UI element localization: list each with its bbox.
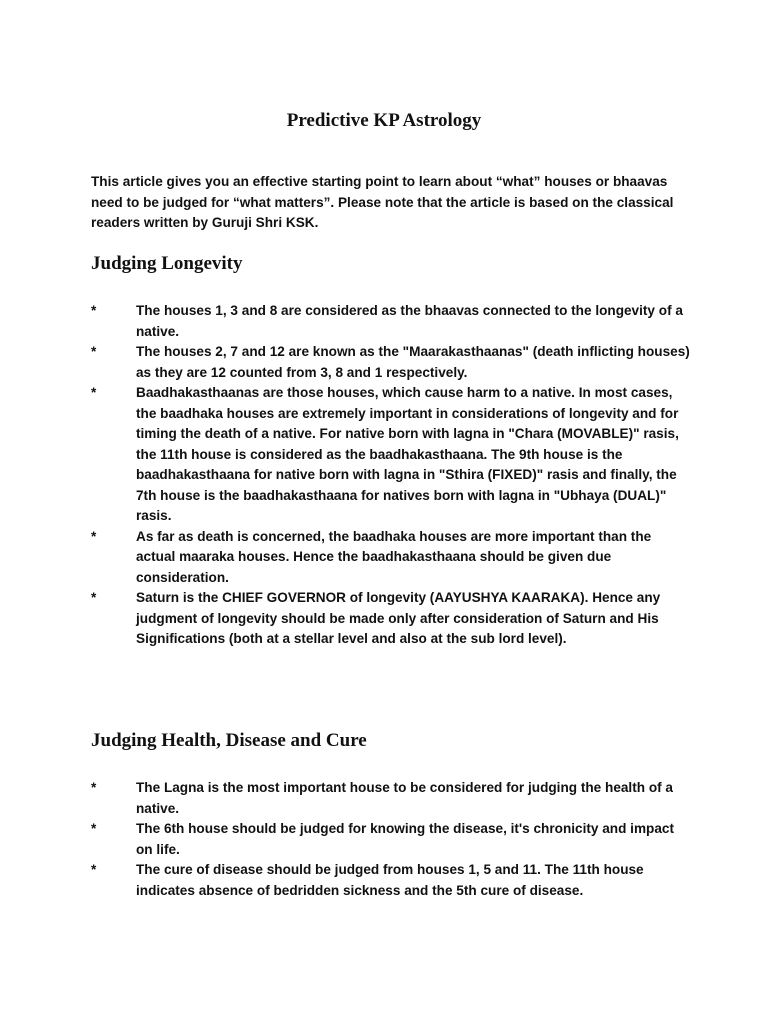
- bullet-asterisk: *: [91, 590, 97, 605]
- list-item-text: Saturn is the CHIEF GOVERNOR of longevity (AAYUSHYA KAARAKA). Hence any judgment of longevity should be made only after consideration of Saturn and His Significations (both at a stellar level and also at the sub lord level).: [136, 590, 661, 646]
- intro-paragraph: This article gives you an effective starting point to learn about “what” houses or bhaavas need to be judged for “what matters”. Please note that the article is based on the classical readers written by Guruji Shri KSK.: [91, 174, 674, 230]
- health-list: [91, 778, 691, 901]
- bullet-asterisk: *: [91, 780, 97, 795]
- list-item: [91, 527, 691, 589]
- heading-judging-longevity: Judging Longevity: [91, 253, 243, 274]
- bullet-asterisk: *: [91, 862, 97, 877]
- list-item-text: The cure of disease should be judged from houses 1, 5 and 11. The 11th house indicates absence of bedridden sickness and the 5th cure of disease.: [136, 862, 644, 898]
- list-item-text: Baadhakasthaanas are those houses, which cause harm to a native. In most cases, the baadhaka houses are extremely important in considerations of longevity and for timing the death of a native. For native born with lagna in "Chara (MOVABLE)" rasis, the 11th house is considered as the baadhakasthaana. The 9th house is the baadhakasthaana for native born with lagna in "Sthira (FIXED)" rasis and finally, the 7th house is the baadhakasthaana for natives born with lagna in "Ubhaya (DUAL)" rasis.: [136, 385, 679, 523]
- list-item: [91, 819, 691, 860]
- bullet-asterisk: *: [91, 385, 97, 400]
- list-item-text: The Lagna is the most important house to be considered for judging the health of a native.: [136, 780, 673, 816]
- list-item: [91, 778, 691, 819]
- list-item: [91, 342, 691, 383]
- list-item-text: As far as death is concerned, the baadhaka houses are more important than the actual maaraka houses. Hence the baadhakasthaana should be given due consideration.: [136, 528, 652, 585]
- list-item-text: The houses 2, 7 and 12 are known as the "Maarakasthaanas" (death inflicting houses) as they are 12 counted from 3, 8 and 1 respectively.: [136, 344, 690, 380]
- list-item: [91, 383, 691, 527]
- list-item: [91, 860, 691, 901]
- bullet-asterisk: *: [91, 303, 97, 318]
- bullet-asterisk: *: [91, 821, 97, 836]
- list-item: [91, 301, 691, 342]
- bullet-asterisk: *: [91, 528, 97, 544]
- document-title: Predictive KP Astrology: [286, 110, 482, 131]
- list-item-text: The 6th house should be judged for knowing the disease, it's chronicity and impact on life.: [136, 821, 674, 857]
- heading-judging-health: Judging Health, Disease and Cure: [91, 730, 367, 751]
- list-item-text: The houses 1, 3 and 8 are considered as the bhaavas connected to the longevity of a native.: [136, 303, 683, 339]
- bullet-asterisk: *: [91, 344, 97, 359]
- list-item: [91, 588, 691, 650]
- longevity-list: [91, 301, 691, 650]
